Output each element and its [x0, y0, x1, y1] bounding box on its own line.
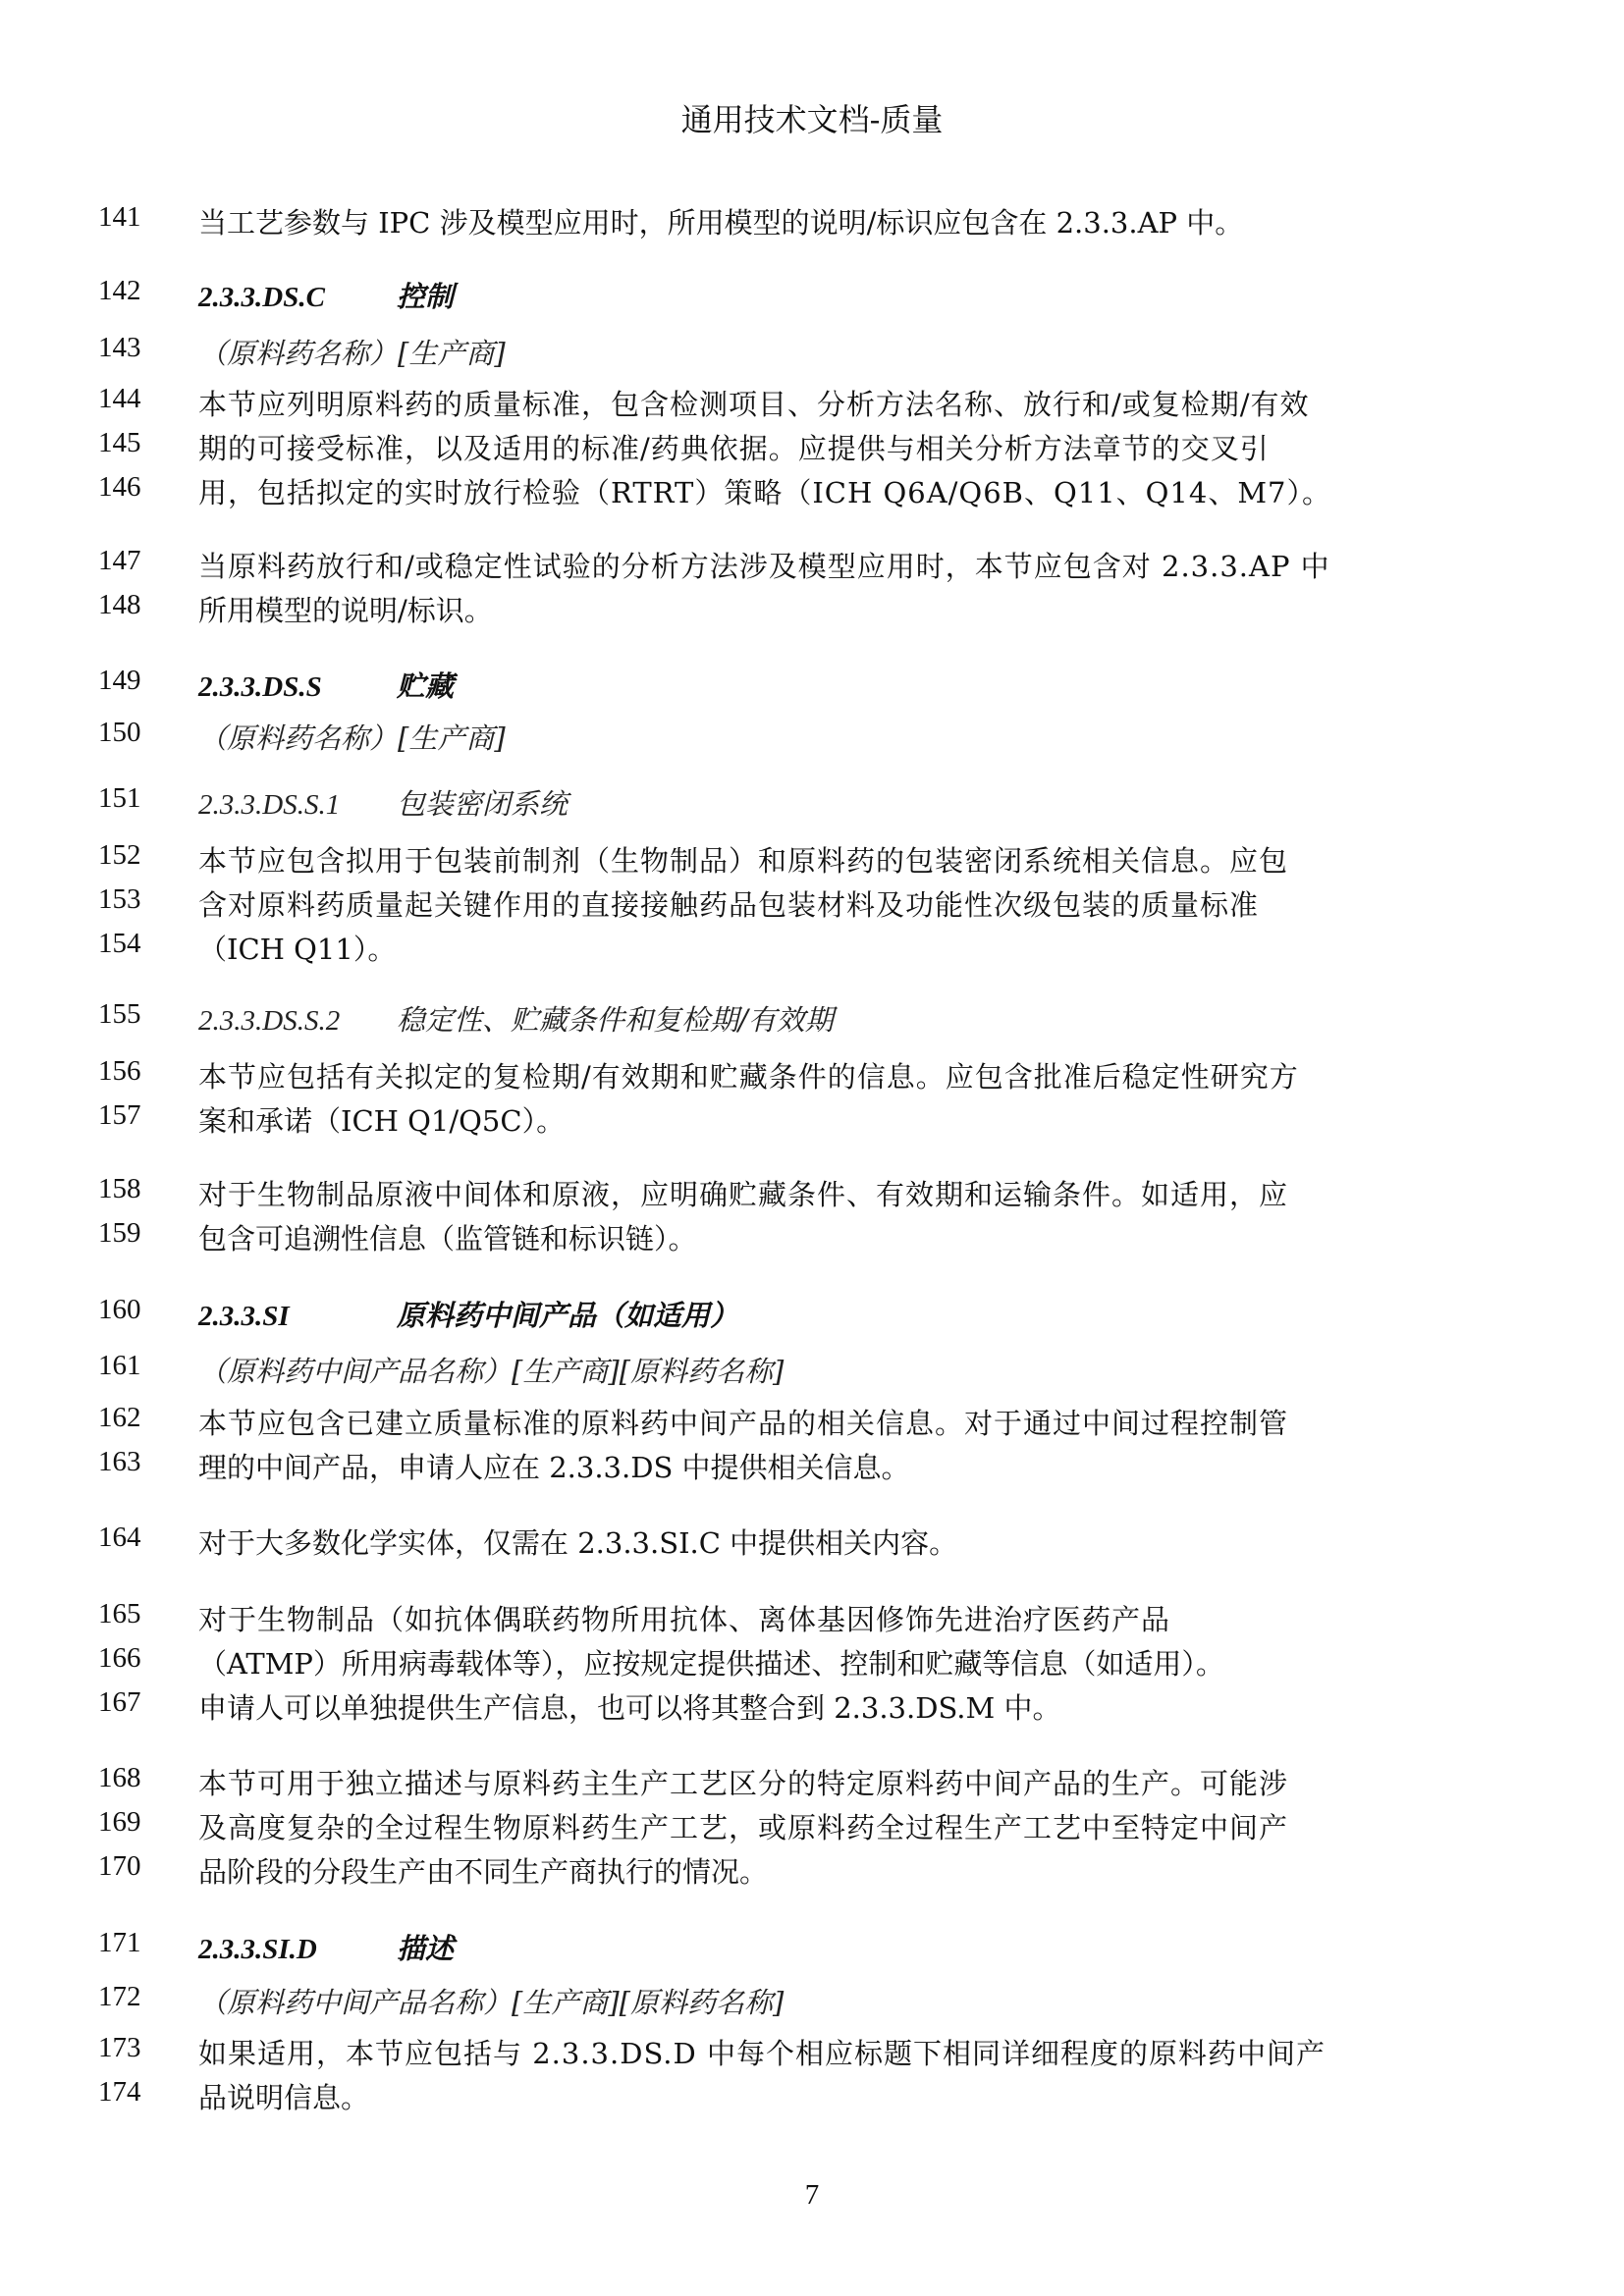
- line-text: 当原料药放行和/或稳定性试验的分析方法涉及模型应用时，本节应包含对 2.3.3.AP 中: [198, 550, 1330, 583]
- section-title: 描述: [397, 1932, 455, 1965]
- section-number: 2.3.3.DS.C: [198, 282, 325, 313]
- line-number: 162: [98, 1402, 141, 1433]
- line-text: 品阶段的分段生产由不同生产商执行的情况。: [198, 1855, 769, 1889]
- line-number: 147: [98, 545, 141, 576]
- line-number: 150: [98, 717, 141, 748]
- section-title: 控制: [397, 280, 455, 313]
- line-text: 本节应包含已建立质量标准的原料药中间产品的相关信息。对于通过中间过程控制管: [198, 1407, 1289, 1440]
- line-text: 用，包括拟定的实时放行检验（RTRT）策略（ICH Q6A/Q6B、Q11、Q14、M7）。: [198, 476, 1331, 509]
- line-number: 174: [98, 2076, 141, 2108]
- line-number: 158: [98, 1173, 141, 1204]
- line-text: 期的可接受标准，以及适用的标准/药典依据。应提供与相关分析方法章节的交叉引: [198, 432, 1270, 465]
- section-number: 2.3.3.SI.D: [198, 1934, 317, 1965]
- line-number: 153: [98, 883, 141, 915]
- line-text: 本节应列明原料药的质量标准，包含检测项目、分析方法名称、放行和/或复检期/有效: [198, 388, 1310, 421]
- section-heading: [198, 1294, 1443, 1334]
- line-text: （原料药中间产品名称）[生产商][原料药名称]: [198, 1986, 785, 2019]
- line-text: （原料药名称）[生产商]: [198, 337, 506, 370]
- line-text: 本节可用于独立描述与原料药主生产工艺区分的特定原料药中间产品的生产。可能涉: [198, 1767, 1289, 1800]
- line-text: （ATMP）所用病毒载体等），应按规定提供描述、控制和贮藏等信息（如适用）。: [198, 1647, 1224, 1681]
- line-number: 143: [98, 332, 141, 363]
- section-heading: [198, 1927, 1443, 1967]
- line-number: 152: [98, 839, 141, 871]
- line-text: 当工艺参数与 IPC 涉及模型应用时，所用模型的说明/标识应包含在 2.3.3.AP 中。: [198, 206, 1244, 240]
- section-heading: [198, 665, 1443, 705]
- page-header-title: 通用技术文档-质量: [680, 101, 944, 138]
- section-title: 原料药中间产品（如适用）: [397, 1299, 739, 1332]
- line-number: 144: [98, 383, 141, 414]
- line-number: 172: [98, 1981, 141, 2012]
- line-number: 161: [98, 1350, 141, 1381]
- line-number: 149: [98, 665, 141, 696]
- line-number: 146: [98, 471, 141, 503]
- section-title: 包装密闭系统: [397, 787, 568, 821]
- line-number: 169: [98, 1806, 141, 1838]
- line-number: 155: [98, 998, 141, 1030]
- section-number: 2.3.3.DS.S: [198, 671, 322, 703]
- section-heading: [198, 998, 1443, 1039]
- line-number: 171: [98, 1927, 141, 1958]
- line-text: 对于生物制品（如抗体偶联药物所用抗体、离体基因修饰先进治疗医药产品: [198, 1603, 1171, 1636]
- line-number: 142: [98, 275, 141, 306]
- line-number: 167: [98, 1686, 141, 1718]
- section-title: 稳定性、贮藏条件和复检期/有效期: [397, 1003, 834, 1037]
- line-number: 170: [98, 1850, 141, 1882]
- line-number: 173: [98, 2032, 141, 2063]
- line-number: 141: [98, 201, 141, 233]
- line-text: 理的中间产品，申请人应在 2.3.3.DS 中提供相关信息。: [198, 1451, 910, 1484]
- section-number: 2.3.3.SI: [198, 1301, 290, 1332]
- line-number: 157: [98, 1099, 141, 1131]
- line-number: 165: [98, 1598, 141, 1629]
- line-number: 163: [98, 1446, 141, 1477]
- line-text: 对于大多数化学实体，仅需在 2.3.3.SI.C 中提供相关内容。: [198, 1526, 958, 1560]
- line-text: 申请人可以单独提供生产信息，也可以将其整合到 2.3.3.DS.M 中。: [198, 1691, 1061, 1725]
- line-text: 对于生物制品原液中间体和原液，应明确贮藏条件、有效期和运输条件。如适用，应: [198, 1178, 1289, 1211]
- line-number: 166: [98, 1642, 141, 1674]
- line-number: 164: [98, 1522, 141, 1553]
- line-text: 本节应包含拟用于包装前制剂（生物制品）和原料药的包装密闭系统相关信息。应包: [198, 844, 1289, 878]
- section-heading: [198, 782, 1443, 823]
- line-text: 本节应包括有关拟定的复检期/有效期和贮藏条件的信息。应包含批准后稳定性研究方: [198, 1060, 1299, 1094]
- line-number: 156: [98, 1055, 141, 1087]
- line-text: （原料药中间产品名称）[生产商][原料药名称]: [198, 1355, 785, 1388]
- line-number: 145: [98, 427, 141, 458]
- section-number: 2.3.3.DS.S.2: [198, 1005, 341, 1037]
- line-text: 如果适用，本节应包括与 2.3.3.DS.D 中每个相应标题下相同详细程度的原料药中间产: [198, 2037, 1326, 2070]
- line-text: 案和承诺（ICH Q1/Q5C）。: [198, 1104, 566, 1138]
- line-text: 包含可追溯性信息（监管链和标识链）。: [198, 1222, 697, 1255]
- line-number: 168: [98, 1762, 141, 1793]
- section-title: 贮藏: [397, 669, 455, 703]
- line-text: 品说明信息。: [198, 2081, 370, 2114]
- line-number: 151: [98, 782, 141, 814]
- section-number: 2.3.3.DS.S.1: [198, 789, 341, 821]
- line-text: （ICH Q11）。: [198, 933, 397, 966]
- line-text: 含对原料药质量起关键作用的直接接触药品包装材料及功能性次级包装的质量标准: [198, 888, 1260, 922]
- line-number: 148: [98, 589, 141, 620]
- page-number: 7: [804, 2179, 820, 2211]
- section-heading: [198, 275, 1443, 315]
- line-text: 所用模型的说明/标识。: [198, 594, 493, 627]
- line-number: 160: [98, 1294, 141, 1325]
- line-number: 159: [98, 1217, 141, 1249]
- line-text: （原料药名称）[生产商]: [198, 721, 506, 755]
- line-text: 及高度复杂的全过程生物原料药生产工艺，或原料药全过程生产工艺中至特定中间产: [198, 1811, 1289, 1844]
- line-number: 154: [98, 928, 141, 959]
